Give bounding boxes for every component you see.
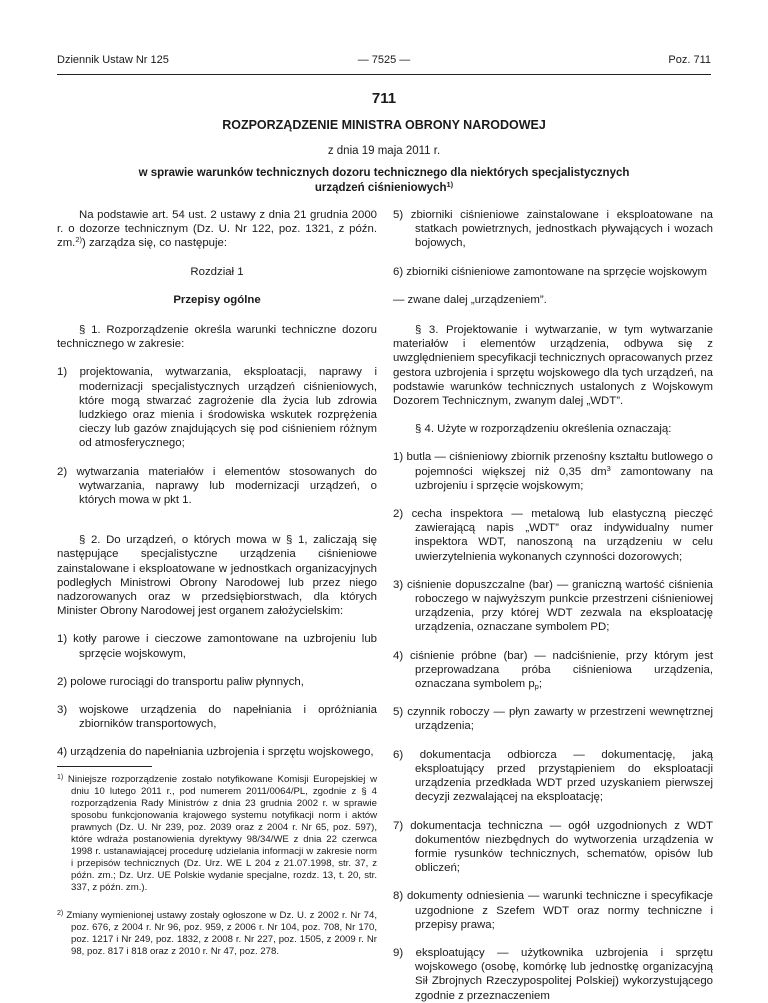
- act-subject: [120, 166, 648, 196]
- footnote: $^{1)}$ Niniejsze rozporządzenie zostało notyfikowane Komisji Europejskiej w dniu 10 lutego 2011 r., pod numerem 2011/0064/PL, zgodnie z § 4 rozporządzenia Rady Ministrów z dnia 23 grudnia 2002 r. w sprawie sposobu funkcjonowania krajowego systemu notyfikacji norm i aktów prawnych (Dz. U. Nr 239, poz. 2039 oraz z 2004 r. Nr 65, poz. 597), które wdraża postanowienia dyrektywy 98/34/WE z dnia 22 czerwca 1998 r. ustanawiającej procedurę udzielania informacji w zakresie norm i przepisów technicznych (Dz. Urz. WE L 204 z 21.07.1998, str. 37, z późn. zm.; Dz. Urz. UE Polskie wydanie specjalne, rozdz. 13, t. 20, str. 337, z późn. zm.).: [57, 773, 378, 893]
- list-item: 1) kotły parowe i cieczowe zamontowane na uzbrojeniu lub sprzęcie wojskowym,: [57, 633, 377, 660]
- act-title: ROZPORZĄDZENIE MINISTRA OBRONY NARODOWEJ: [222, 118, 546, 132]
- list-item: 2) wytwarzania materiałów i elementów stosowanych do wytwarzania, naprawy lub modernizacji urządzeń, o których mowa w pkt 1.: [57, 465, 377, 507]
- list-item: 3) wojskowe urządzenia do napełniania i opróżniania zbiorników transportowych,: [57, 704, 377, 731]
- definition-item: 4) ciśnienie próbne (bar) — nadciśnienie, przy którym jest przeprowadzana próba ciśnieniowa urządzenia, oznaczana symbolem $p_p$;: [393, 649, 713, 692]
- subject-footnote-ref: 1): [446, 180, 454, 189]
- header-rule: [57, 74, 711, 75]
- subject-line-2: urządzeń ciśnieniowych: [314, 182, 447, 194]
- definition-item: 3) ciśnienie dopuszczalne (bar) — graniczną wartość ciśnienia roboczego w najwyższym punkcie przestrzeni ciśnieniowej urządzenia, przy której WDT zezwala na eksploatację urządzenia, oznaczane symbolem PD;: [393, 578, 713, 634]
- act-number: 711: [371, 90, 397, 107]
- chapter-heading: Rozdział 1: [190, 265, 244, 278]
- right-column: [393, 208, 713, 1003]
- page-number: — 7525 —: [357, 54, 411, 66]
- footnote: $^{2)}$ Zmiany wymienionej ustawy zostały ogłoszone w Dz. U. z 2002 r. Nr 74, poz. 676, z 2004 r. Nr 96, poz. 959, z 2006 r. Nr 104, poz. 708, Nr 170, poz. 1217 i Nr 249, poz. 1832, z 2008 r. Nr 227, poz. 1505, z 2009 r. Nr 98, poz. 817 i 818 oraz z 2010 r. Nr 47, poz. 278.: [57, 909, 377, 957]
- running-header: [57, 54, 711, 70]
- list-tail: — zwane dalej „urządzeniem”.: [393, 293, 547, 306]
- journal-name: Dziennik Ustaw Nr 125: [57, 54, 169, 66]
- definition-item: 8) dokumenty odniesienia — warunki techniczne i specyfikacje uzgodnione z Szefem WDT oraz normy techniczne i przepisy prawa;: [393, 890, 713, 931]
- list-item: 6) zbiorniki ciśnieniowe zamontowane na sprzęcie wojskowym: [393, 265, 708, 278]
- subject-line-1: w sprawie warunków technicznych dozoru technicznego dla niektórych specjalistycznych: [138, 167, 630, 179]
- list-item: 1) projektowania, wytwarzania, eksploatacji, naprawy i modernizacji specjalistycznych urządzeń ciśnieniowych, które mogą stwarzać zagrożenie dla życia lub zdrowia ludzkiego oraz mienia i środowiska wskutek rozprężenia cieczy lub gazów znajdujących się pod ciśnieniem różnym od atmosferycznego;: [57, 366, 377, 450]
- paragraph-3: § 3. Projektowanie i wytwarzanie, w tym wytwarzanie materiałów i elementów urządzenia, odbywa się z uwzględnieniem specyfikacji technicznych opracowanych przez gestora uzbrojenia i sprzętu wojskowego dla tych urządzeń, na podstawie warunków technicznych ustalonych z Wojskowym Dozorem Technicznym, zwanym dalej „WDT”.: [393, 324, 713, 408]
- list-item: 5) zbiorniki ciśnieniowe zainstalowane i eksploatowane na statkach powietrznych, jednostkach pływających i wozach bojowych,: [393, 209, 713, 250]
- paragraph-1: § 1. Rozporządzenie określa warunki techniczne dozoru technicznego w zakresie:: [57, 324, 377, 351]
- definition-item: 2) cecha inspektora — metalową lub elastyczną pieczęć zawierającą napis „WDT” oraz indywidualny numer inspektora WDT, nanoszoną na urządzeniu w celu uwierzytelnienia wykonanych czynności dozorowych;: [393, 508, 713, 563]
- list-item: 4) urządzenia do napełniania uzbrojenia i sprzętu wojskowego,: [57, 746, 374, 759]
- paragraph-2: § 2. Do urządzeń, o których mowa w § 1, zaliczają się następujące specjalistyczne urządzenia ciśnieniowe zainstalowane i eksploatowane w jednostkach organizacyjnych podległych Ministrowi Obrony Narodowej lub przez niego nadzorowanych oraz w przedsiębiorstwach, dla których Minister Obrony Narodowej jest organem założycielskim:: [57, 534, 377, 618]
- footnote-rule: [57, 766, 152, 767]
- definition-item: 5) czynnik roboczy — płyn zawarty w przestrzeni wewnętrznej urządzenia;: [393, 706, 713, 733]
- paragraph-4: § 4. Użyte w rozporządzeniu określenia oznaczają:: [415, 423, 672, 436]
- definition-item: 9) eksploatujący — użytkownika uzbrojenia i sprzętu wojskowego (osobę, komórkę lub jednostkę organizacyjną Sił Zbrojnych Rzeczypospolitej Polskiej) wykorzystującego zgodnie z przeznaczeniem: [393, 946, 713, 1002]
- footnote-ref-2: 2): [75, 235, 83, 245]
- legal-basis: Na podstawie art. 54 ust. 2 ustawy z dnia 21 grudnia 2000 r. o dozorze technicznym (Dz. U. Nr 122, poz. 1321, z późn. zm.$^{2)}$) zarządza się, co następuje:: [57, 209, 377, 250]
- left-column: [57, 208, 377, 972]
- definition-item: 1) butla — ciśnieniowy zbiornik przenośny kształtu butlowego o pojemności większej niż 0,35 $dm^3$ zamontowany na uzbrojeniu i sprzęcie wojskowym;: [393, 451, 713, 492]
- list-item: 2) polowe rurociągi do transportu paliw płynnych,: [57, 675, 304, 688]
- act-date: z dnia 19 maja 2011 r.: [327, 145, 441, 157]
- definition-item: 6) dokumentacja odbiorcza — dokumentację, jaką eksploatujący przed przystąpieniem do eksploatacji urządzenia przedkłada WDT przed uzyskaniem pierwszej decyzji zezwalającej na eksploatację;: [393, 748, 713, 804]
- definition-item: 7) dokumentacja techniczna — ogół uzgodnionych z WDT dokumentów niezbędnych do wytworzenia urządzenia w formie rysunków technicznych, schematów, opisów lub obliczeń;: [393, 819, 713, 875]
- chapter-title: Przepisy ogólne: [173, 293, 261, 306]
- position-number: Poz. 711: [668, 54, 711, 66]
